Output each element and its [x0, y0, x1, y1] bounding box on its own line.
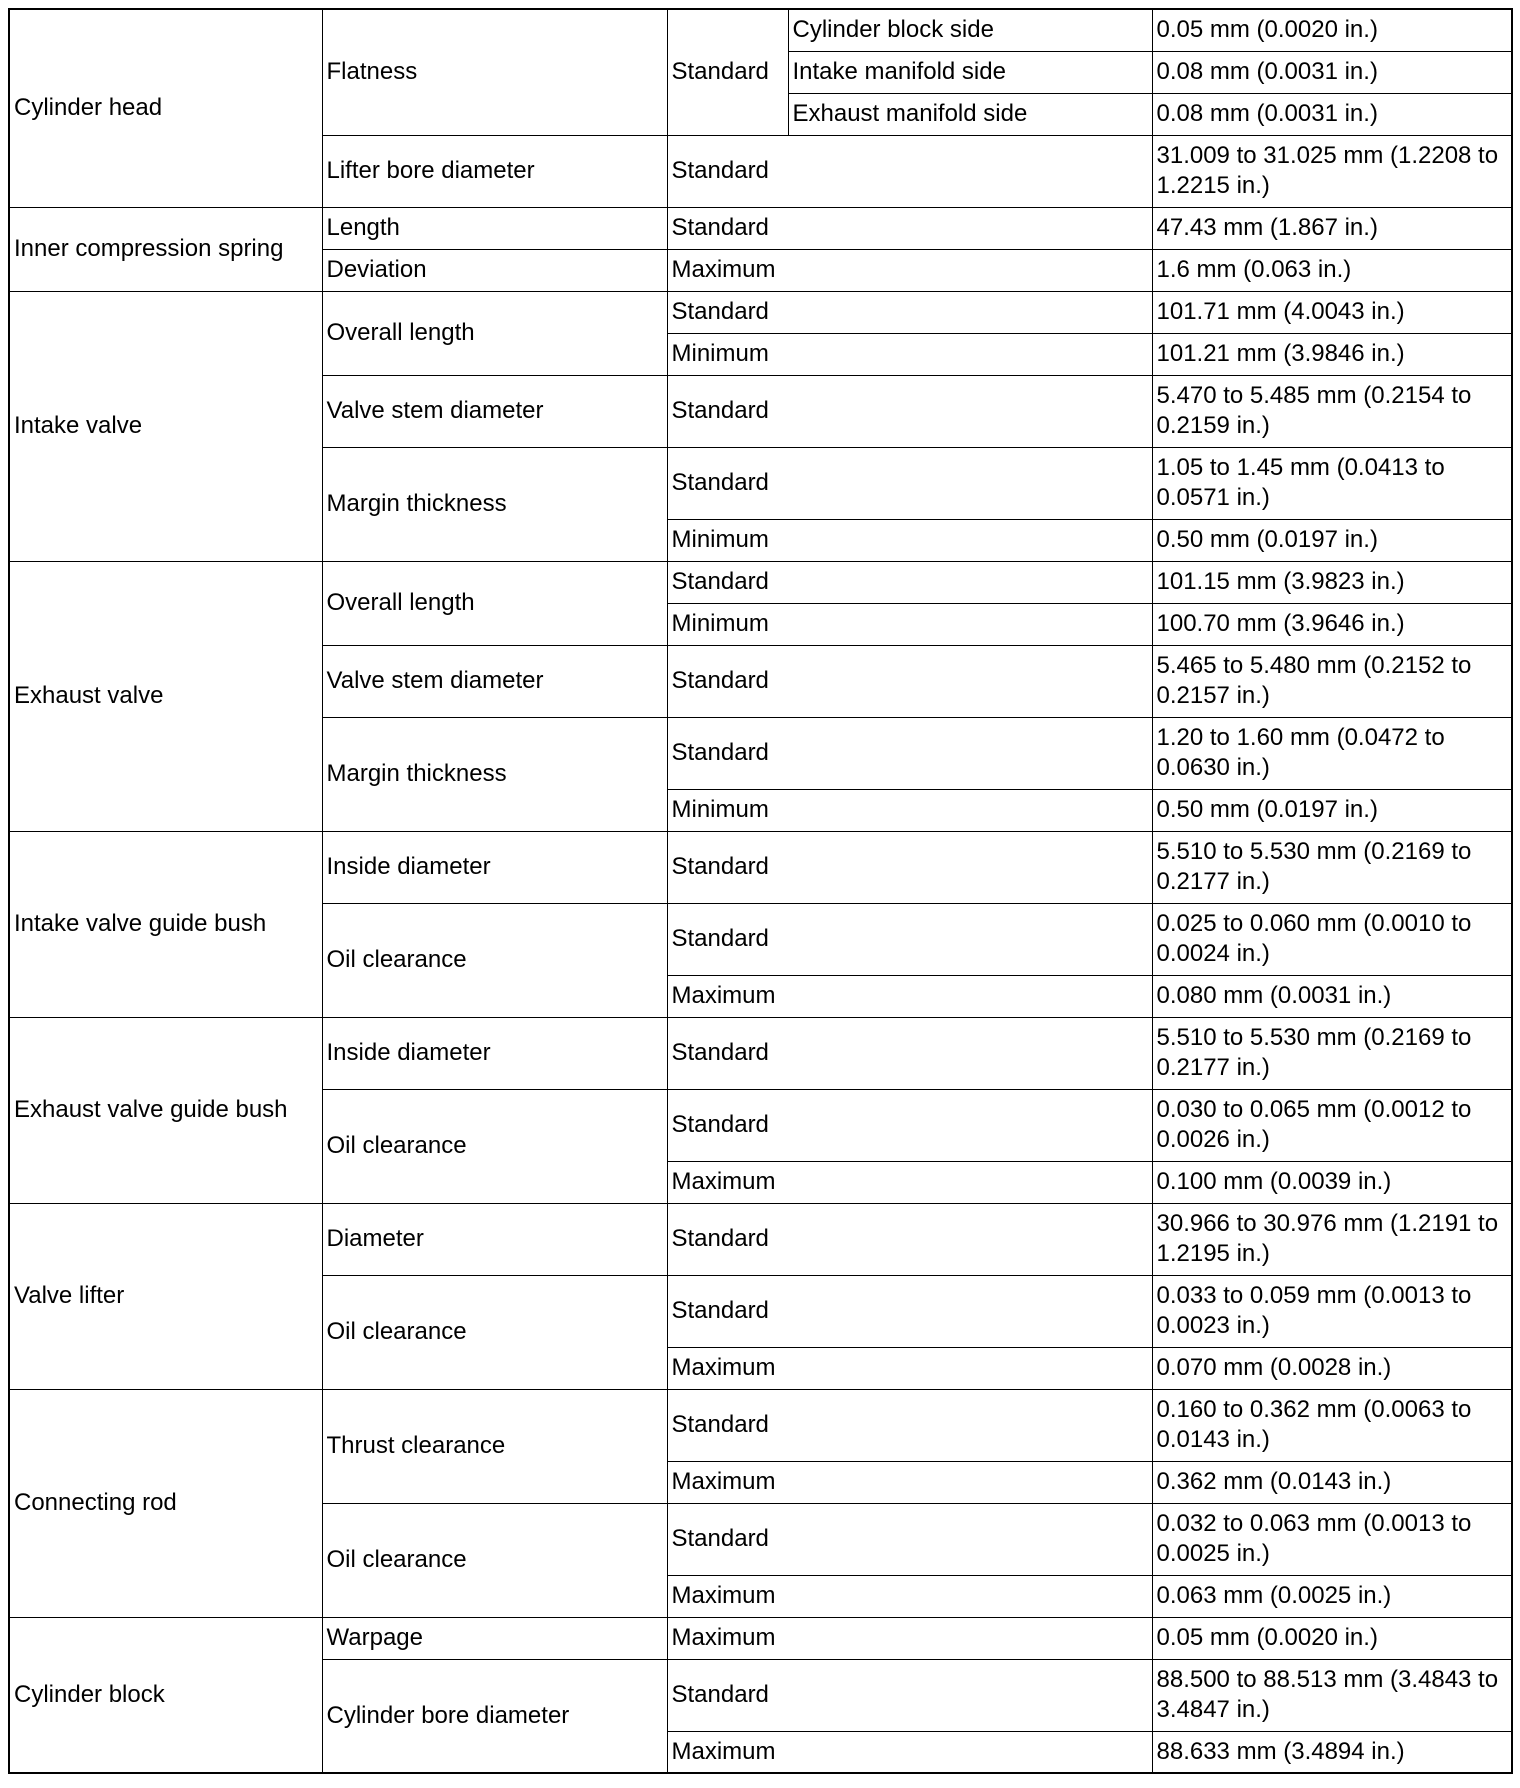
item-cell: Flatness: [322, 9, 667, 135]
value-cell: 0.08 mm (0.0031 in.): [1152, 93, 1512, 135]
component-cell: Intake valve: [9, 291, 322, 561]
condition-cell: Standard: [667, 291, 1152, 333]
item-cell: Valve stem diameter: [322, 375, 667, 447]
value-cell: 5.510 to 5.530 mm (0.2169 to 0.2177 in.): [1152, 831, 1512, 903]
value-cell: 1.20 to 1.60 mm (0.0472 to 0.0630 in.): [1152, 717, 1512, 789]
component-cell: Inner compression spring: [9, 207, 322, 291]
item-cell: Valve stem diameter: [322, 645, 667, 717]
value-cell: 0.50 mm (0.0197 in.): [1152, 789, 1512, 831]
value-cell: 0.100 mm (0.0039 in.): [1152, 1161, 1512, 1203]
item-cell: Inside diameter: [322, 831, 667, 903]
table-row: [9, 291, 1512, 333]
value-cell: 0.362 mm (0.0143 in.): [1152, 1461, 1512, 1503]
condition-cell: Minimum: [667, 519, 1152, 561]
value-cell: 0.05 mm (0.0020 in.): [1152, 1617, 1512, 1659]
value-cell: 101.71 mm (4.0043 in.): [1152, 291, 1512, 333]
condition-cell: Standard: [667, 1503, 1152, 1575]
value-cell: 5.465 to 5.480 mm (0.2152 to 0.2157 in.): [1152, 645, 1512, 717]
condition-cell: Standard: [667, 1659, 1152, 1731]
component-cell: Cylinder head: [9, 9, 322, 207]
component-cell: Exhaust valve guide bush: [9, 1017, 322, 1203]
value-cell: 88.500 to 88.513 mm (3.4843 to 3.4847 in.): [1152, 1659, 1512, 1731]
item-cell: Oil clearance: [322, 903, 667, 1017]
condition-cell: Standard: [667, 645, 1152, 717]
table-row: [9, 831, 1512, 903]
condition-cell: Standard: [667, 135, 1152, 207]
condition-cell: Maximum: [667, 1731, 1152, 1773]
item-cell: Diameter: [322, 1203, 667, 1275]
table-row: [9, 9, 1512, 51]
condition-cell: Maximum: [667, 975, 1152, 1017]
condition-cell: Standard: [667, 1203, 1152, 1275]
item-cell: Cylinder bore diameter: [322, 1659, 667, 1773]
value-cell: 0.025 to 0.060 mm (0.0010 to 0.0024 in.): [1152, 903, 1512, 975]
item-cell: Length: [322, 207, 667, 249]
condition-cell: Standard: [667, 1275, 1152, 1347]
condition-cell: Maximum: [667, 1347, 1152, 1389]
condition-cell: Maximum: [667, 249, 1152, 291]
value-cell: 1.05 to 1.45 mm (0.0413 to 0.0571 in.): [1152, 447, 1512, 519]
condition-cell: Standard: [667, 561, 1152, 603]
table-row: [9, 1017, 1512, 1089]
value-cell: 0.50 mm (0.0197 in.): [1152, 519, 1512, 561]
item-cell: Deviation: [322, 249, 667, 291]
value-cell: 0.032 to 0.063 mm (0.0013 to 0.0025 in.): [1152, 1503, 1512, 1575]
value-cell: 0.063 mm (0.0025 in.): [1152, 1575, 1512, 1617]
condition-cell: Standard: [667, 903, 1152, 975]
condition-cell: Standard: [667, 717, 1152, 789]
value-cell: 101.21 mm (3.9846 in.): [1152, 333, 1512, 375]
item-cell: Overall length: [322, 291, 667, 375]
condition-cell: Standard: [667, 1017, 1152, 1089]
item-cell: Margin thickness: [322, 717, 667, 831]
value-cell: 0.160 to 0.362 mm (0.0063 to 0.0143 in.): [1152, 1389, 1512, 1461]
value-cell: 5.510 to 5.530 mm (0.2169 to 0.2177 in.): [1152, 1017, 1512, 1089]
item-cell: Thrust clearance: [322, 1389, 667, 1503]
value-cell: 0.033 to 0.059 mm (0.0013 to 0.0023 in.): [1152, 1275, 1512, 1347]
value-cell: 31.009 to 31.025 mm (1.2208 to 1.2215 in.): [1152, 135, 1512, 207]
item-cell: Lifter bore diameter: [322, 135, 667, 207]
component-cell: Exhaust valve: [9, 561, 322, 831]
table-row: [9, 1389, 1512, 1461]
component-cell: Valve lifter: [9, 1203, 322, 1389]
condition-cell: Minimum: [667, 789, 1152, 831]
condition-cell: Standard: [667, 9, 788, 135]
condition-cell: Standard: [667, 831, 1152, 903]
item-cell: Warpage: [322, 1617, 667, 1659]
component-cell: Intake valve guide bush: [9, 831, 322, 1017]
table-row: [9, 561, 1512, 603]
value-cell: 0.08 mm (0.0031 in.): [1152, 51, 1512, 93]
item-cell: Oil clearance: [322, 1089, 667, 1203]
condition-cell: Standard: [667, 1389, 1152, 1461]
value-cell: 1.6 mm (0.063 in.): [1152, 249, 1512, 291]
table-row: [9, 1617, 1512, 1659]
item-cell: Overall length: [322, 561, 667, 645]
component-cell: Cylinder block: [9, 1617, 322, 1773]
item-cell: Margin thickness: [322, 447, 667, 561]
condition-cell: Minimum: [667, 603, 1152, 645]
specification-table: [8, 8, 1513, 1774]
value-cell: 30.966 to 30.976 mm (1.2191 to 1.2195 in.): [1152, 1203, 1512, 1275]
value-cell: 5.470 to 5.485 mm (0.2154 to 0.2159 in.): [1152, 375, 1512, 447]
condition-cell: Standard: [667, 1089, 1152, 1161]
value-cell: 0.070 mm (0.0028 in.): [1152, 1347, 1512, 1389]
condition-cell: Standard: [667, 375, 1152, 447]
value-cell: 100.70 mm (3.9646 in.): [1152, 603, 1512, 645]
condition-cell: Maximum: [667, 1575, 1152, 1617]
condition-cell: Maximum: [667, 1461, 1152, 1503]
value-cell: 101.15 mm (3.9823 in.): [1152, 561, 1512, 603]
value-cell: 0.080 mm (0.0031 in.): [1152, 975, 1512, 1017]
value-cell: 0.05 mm (0.0020 in.): [1152, 9, 1512, 51]
condition-cell: Standard: [667, 447, 1152, 519]
condition-cell: Minimum: [667, 333, 1152, 375]
item-cell: Oil clearance: [322, 1503, 667, 1617]
table-row: [9, 1203, 1512, 1275]
value-cell: 47.43 mm (1.867 in.): [1152, 207, 1512, 249]
item-cell: Inside diameter: [322, 1017, 667, 1089]
condition-cell: Standard: [667, 207, 1152, 249]
item-cell: Oil clearance: [322, 1275, 667, 1389]
table-row: [9, 207, 1512, 249]
condition-cell: Maximum: [667, 1617, 1152, 1659]
sub-item-cell: Intake manifold side: [788, 51, 1152, 93]
value-cell: 0.030 to 0.065 mm (0.0012 to 0.0026 in.): [1152, 1089, 1512, 1161]
component-cell: Connecting rod: [9, 1389, 322, 1617]
value-cell: 88.633 mm (3.4894 in.): [1152, 1731, 1512, 1773]
sub-item-cell: Cylinder block side: [788, 9, 1152, 51]
condition-cell: Maximum: [667, 1161, 1152, 1203]
sub-item-cell: Exhaust manifold side: [788, 93, 1152, 135]
